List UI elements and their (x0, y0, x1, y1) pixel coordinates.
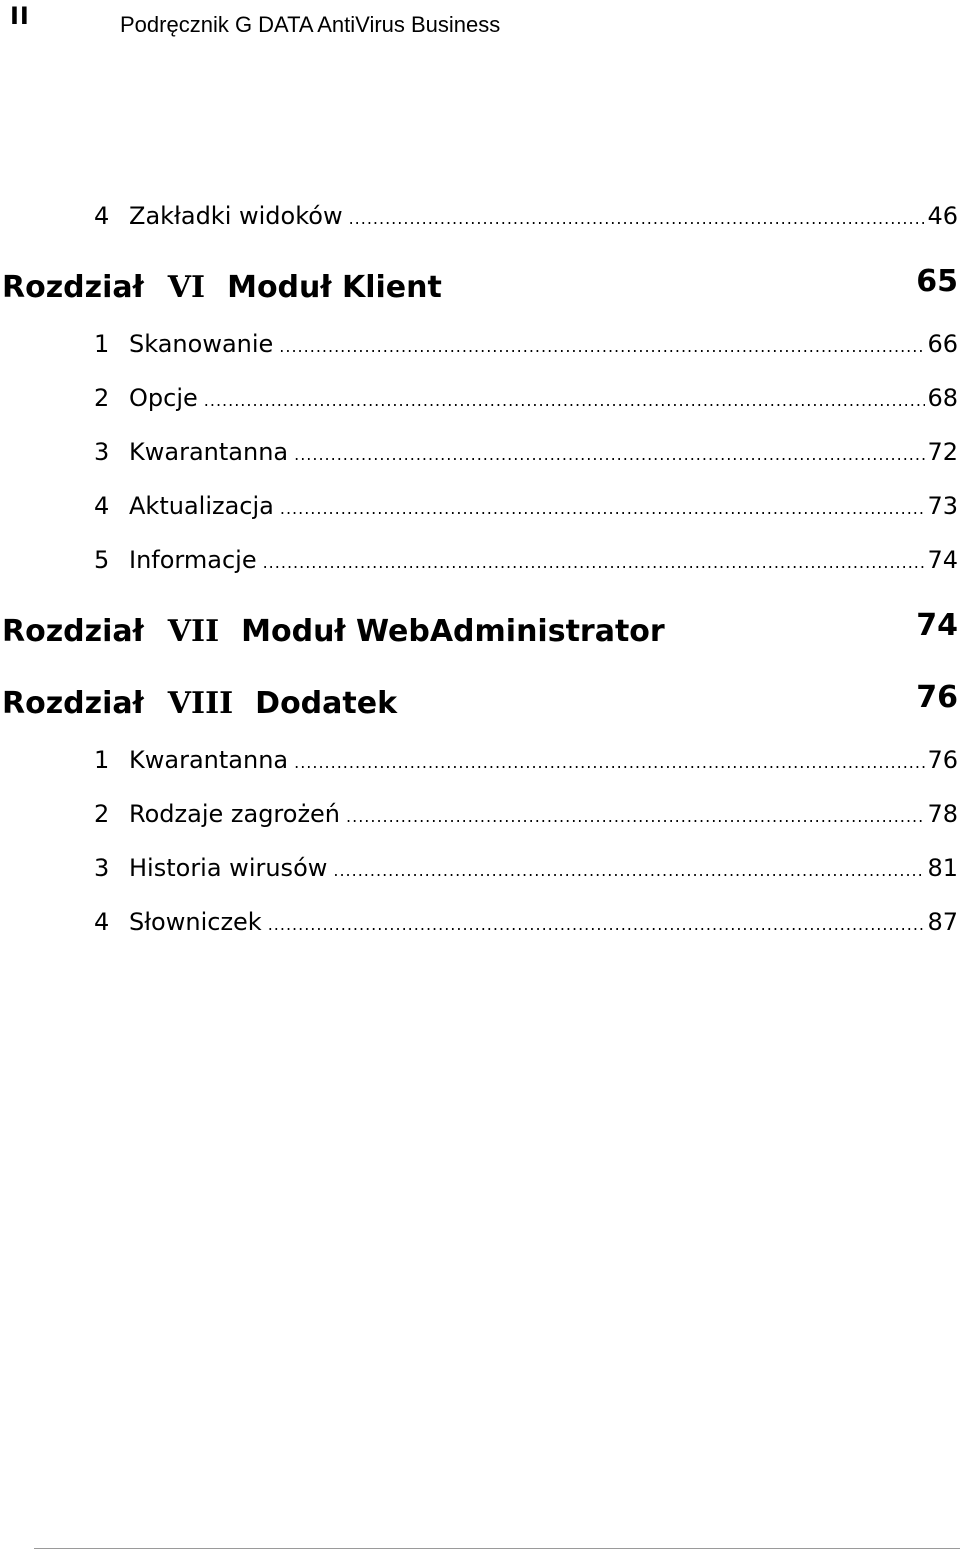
running-header: Podręcznik G DATA AntiVirus Business (120, 12, 501, 37)
chapter-title: Moduł Klient (227, 270, 442, 305)
chapter-heading[interactable] (2, 264, 958, 310)
toc-leader (349, 209, 926, 228)
chapter-label: Rozdział (2, 686, 144, 721)
toc-entry-number: 2 (94, 800, 110, 828)
toc-leader (204, 391, 926, 410)
toc-entry-page: 68 (927, 384, 958, 412)
toc-entry[interactable] (94, 202, 958, 236)
toc-leader (263, 553, 926, 572)
toc-entry[interactable] (94, 800, 958, 834)
toc-entry[interactable] (94, 438, 958, 472)
toc-entry-page: 87 (927, 908, 958, 936)
chapter-page: 74 (916, 608, 958, 643)
chapter-heading[interactable] (2, 680, 958, 726)
toc-entry-title: Kwarantanna (129, 438, 289, 466)
toc-leader (268, 915, 926, 934)
chapter-label: Rozdział (2, 270, 144, 305)
toc-entry-title: Słowniczek (129, 908, 262, 936)
toc-entry-title: Rodzaje zagrożeń (129, 800, 341, 828)
chapter-title: Moduł WebAdministrator (241, 614, 665, 649)
toc-entry[interactable] (94, 854, 958, 888)
toc-entry-title: Zakładki widoków (129, 202, 343, 230)
toc-entry-page: 46 (927, 202, 958, 230)
toc-entry-page: 76 (927, 746, 958, 774)
toc-entry[interactable] (94, 746, 958, 780)
toc-leader (333, 861, 925, 880)
toc-entry-number: 4 (94, 908, 110, 936)
toc-entry-page: 81 (927, 854, 958, 882)
toc-entry-title: Aktualizacja (129, 492, 274, 520)
toc-entry[interactable] (94, 546, 958, 580)
toc-entry-title: Kwarantanna (129, 746, 289, 774)
toc-entry-number: 1 (94, 746, 110, 774)
toc-entry-number: 5 (94, 546, 110, 574)
chapter-page: 76 (916, 680, 958, 715)
chapter-roman: VII (167, 614, 220, 649)
toc-entry-number: 2 (94, 384, 110, 412)
toc-entry[interactable] (94, 492, 958, 526)
toc-leader (280, 499, 926, 518)
toc-entry[interactable] (94, 908, 958, 942)
toc-entry-title: Skanowanie (129, 330, 274, 358)
toc-entry-number: 4 (94, 492, 110, 520)
toc-leader (346, 807, 925, 826)
chapter-label: Rozdział (2, 614, 144, 649)
toc-entry-number: 3 (94, 438, 110, 466)
chapter-roman: VI (167, 270, 206, 305)
chapter-heading[interactable] (2, 608, 958, 654)
toc-entry-page: 73 (927, 492, 958, 520)
toc-entry-number: 3 (94, 854, 110, 882)
toc-entry-page: 66 (927, 330, 958, 358)
chapter-roman: VIII (167, 686, 234, 721)
chapter-page: 65 (916, 264, 958, 299)
toc-entry-page: 74 (927, 546, 958, 574)
footer-rule (34, 1548, 960, 1549)
toc-entry-page: 72 (927, 438, 958, 466)
toc-entry-title: Historia wirusów (129, 854, 328, 882)
chapter-title: Dodatek (255, 686, 398, 721)
toc-entry-title: Opcje (129, 384, 198, 412)
toc-entry-title: Informacje (129, 546, 257, 574)
toc-leader (294, 753, 925, 772)
toc-entry[interactable] (94, 384, 958, 418)
toc-entry-number: 4 (94, 202, 110, 230)
toc-leader (279, 337, 925, 356)
toc-entry-number: 1 (94, 330, 110, 358)
toc-entry-page: 78 (927, 800, 958, 828)
toc-leader (294, 445, 925, 464)
page-number: II (10, 2, 30, 30)
toc-entry[interactable] (94, 330, 958, 364)
